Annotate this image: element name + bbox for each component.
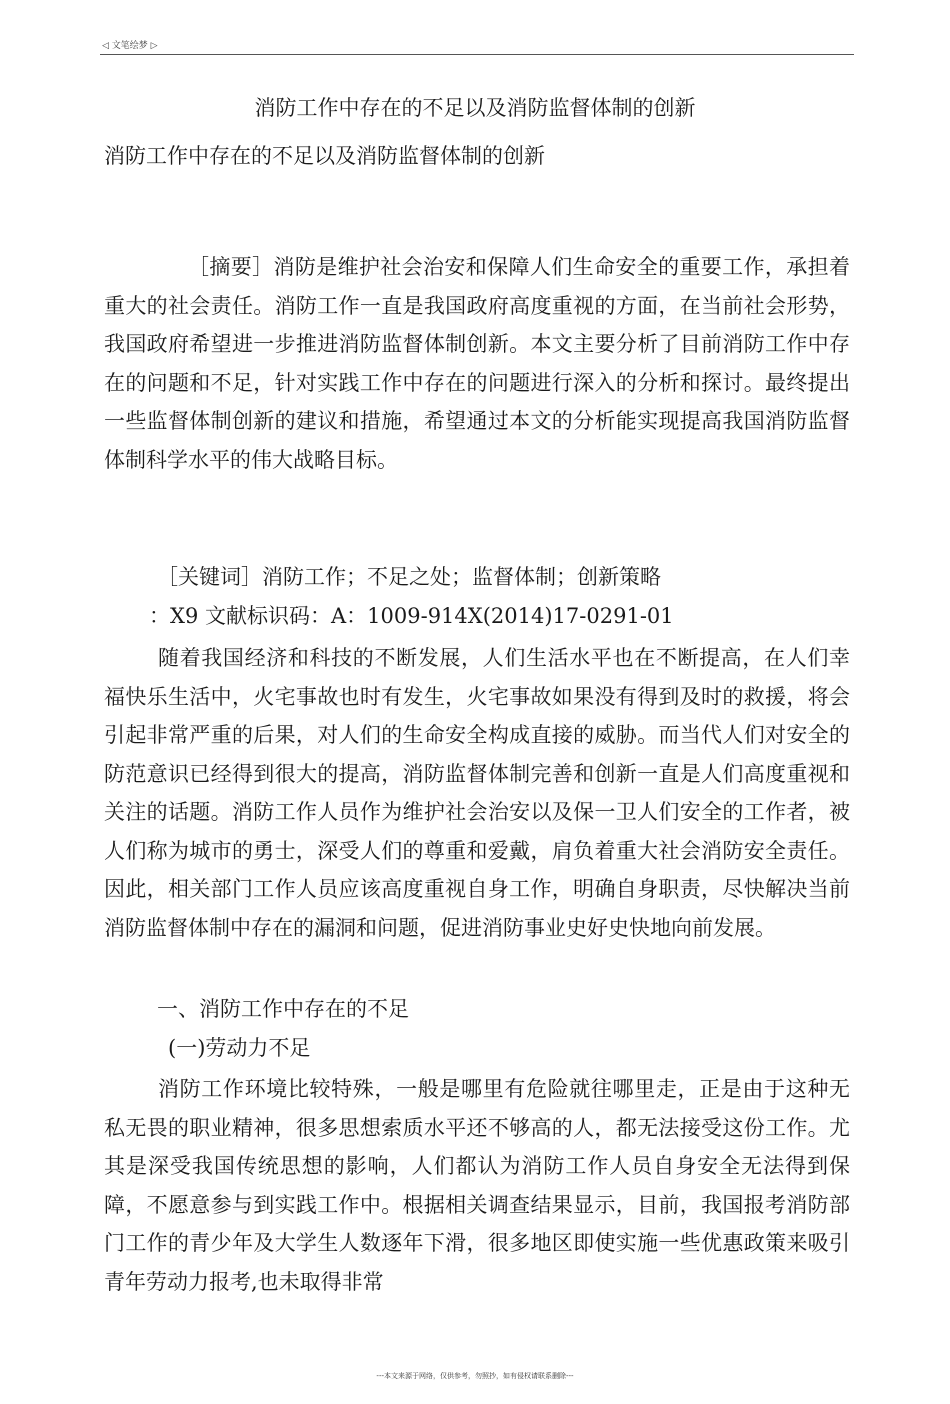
intro-paragraph: 随着我国经济和科技的不断发展，人们生活水平也在不断提高，在人们幸福快乐生活中，火宅事故也时有发生，火宅事故如果没有得到及时的救援，将会引起非常严重的后果，对人们的生命安全构成直接的威胁。而当代人们对安全的防范意识已经得到很大的提高，消防监督体制完善和创新一直是人们高度重视和关注的话题。消防工作人员作为维护社会治安以及保一卫人们安全的工作者，被人们称为城市的勇士，深受人们的尊重和爱戴，肩负着重大社会消防安全责任。因此，相关部门工作人员应该高度重视自身工作，明确自身职责，尽快解决当前消防监督体制中存在的漏洞和问题，促进消防事业史好史快地向前发展。 bbox=[104, 646, 850, 940]
header-label: ◁ 文笔绘梦 ▷ bbox=[102, 41, 158, 51]
keywords-line: ［关键词］消防工作；不足之处；监督体制；创新策略 bbox=[157, 565, 661, 589]
document-subtitle: 消防工作中存在的不足以及消防监督体制的创新 bbox=[104, 144, 545, 168]
subsection-heading: (一)劳动力不足 bbox=[168, 1036, 311, 1060]
page-footer: ---本文来源于网络，仅供参考，勿照抄，如有侵权请联系删除--- bbox=[376, 1372, 574, 1380]
document-title: 消防工作中存在的不足以及消防监督体制的创新 bbox=[254, 96, 696, 120]
section-heading: 一、消防工作中存在的不足 bbox=[157, 997, 409, 1021]
classification-line: ：X9 文献标识码：A：1009-914X(2014)17-0291-01 bbox=[149, 604, 674, 628]
page-header bbox=[100, 38, 854, 55]
abstract-paragraph: ［摘要］消防是维护社会治安和保障人们生命安全的重要工作，承担着重大的社会责任。消防工作一直是我国政府高度重视的方面，在当前社会形势，我国政府希望进一步推进消防监督体制创新。本文主要分析了目前消防工作中存在的问题和不足，针对实践工作中存在的问题进行深入的分析和探讨。最终提出一些监督体制创新的建议和措施，希望通过本文的分析能实现提高我国消防监督体制科学水平的伟大战略目标。 bbox=[104, 255, 850, 472]
subsection-paragraph: 消防工作环境比较特殊，一般是哪里有危险就往哪里走，正是由于这种无私无畏的职业精神，很多思想索质水平还不够高的人，都无法接受这份工作。尤其是深受我国传统思想的影响，人们都认为消防工作人员自身安全无法得到保障，不愿意参与到实践工作中。根据相关调查结果显示，目前，我国报考消防部门工作的青少年及大学生人数逐年下滑，很多地区即使实施一些优惠政策来吸引青年劳动力报考,也未取得非常 bbox=[104, 1077, 850, 1294]
